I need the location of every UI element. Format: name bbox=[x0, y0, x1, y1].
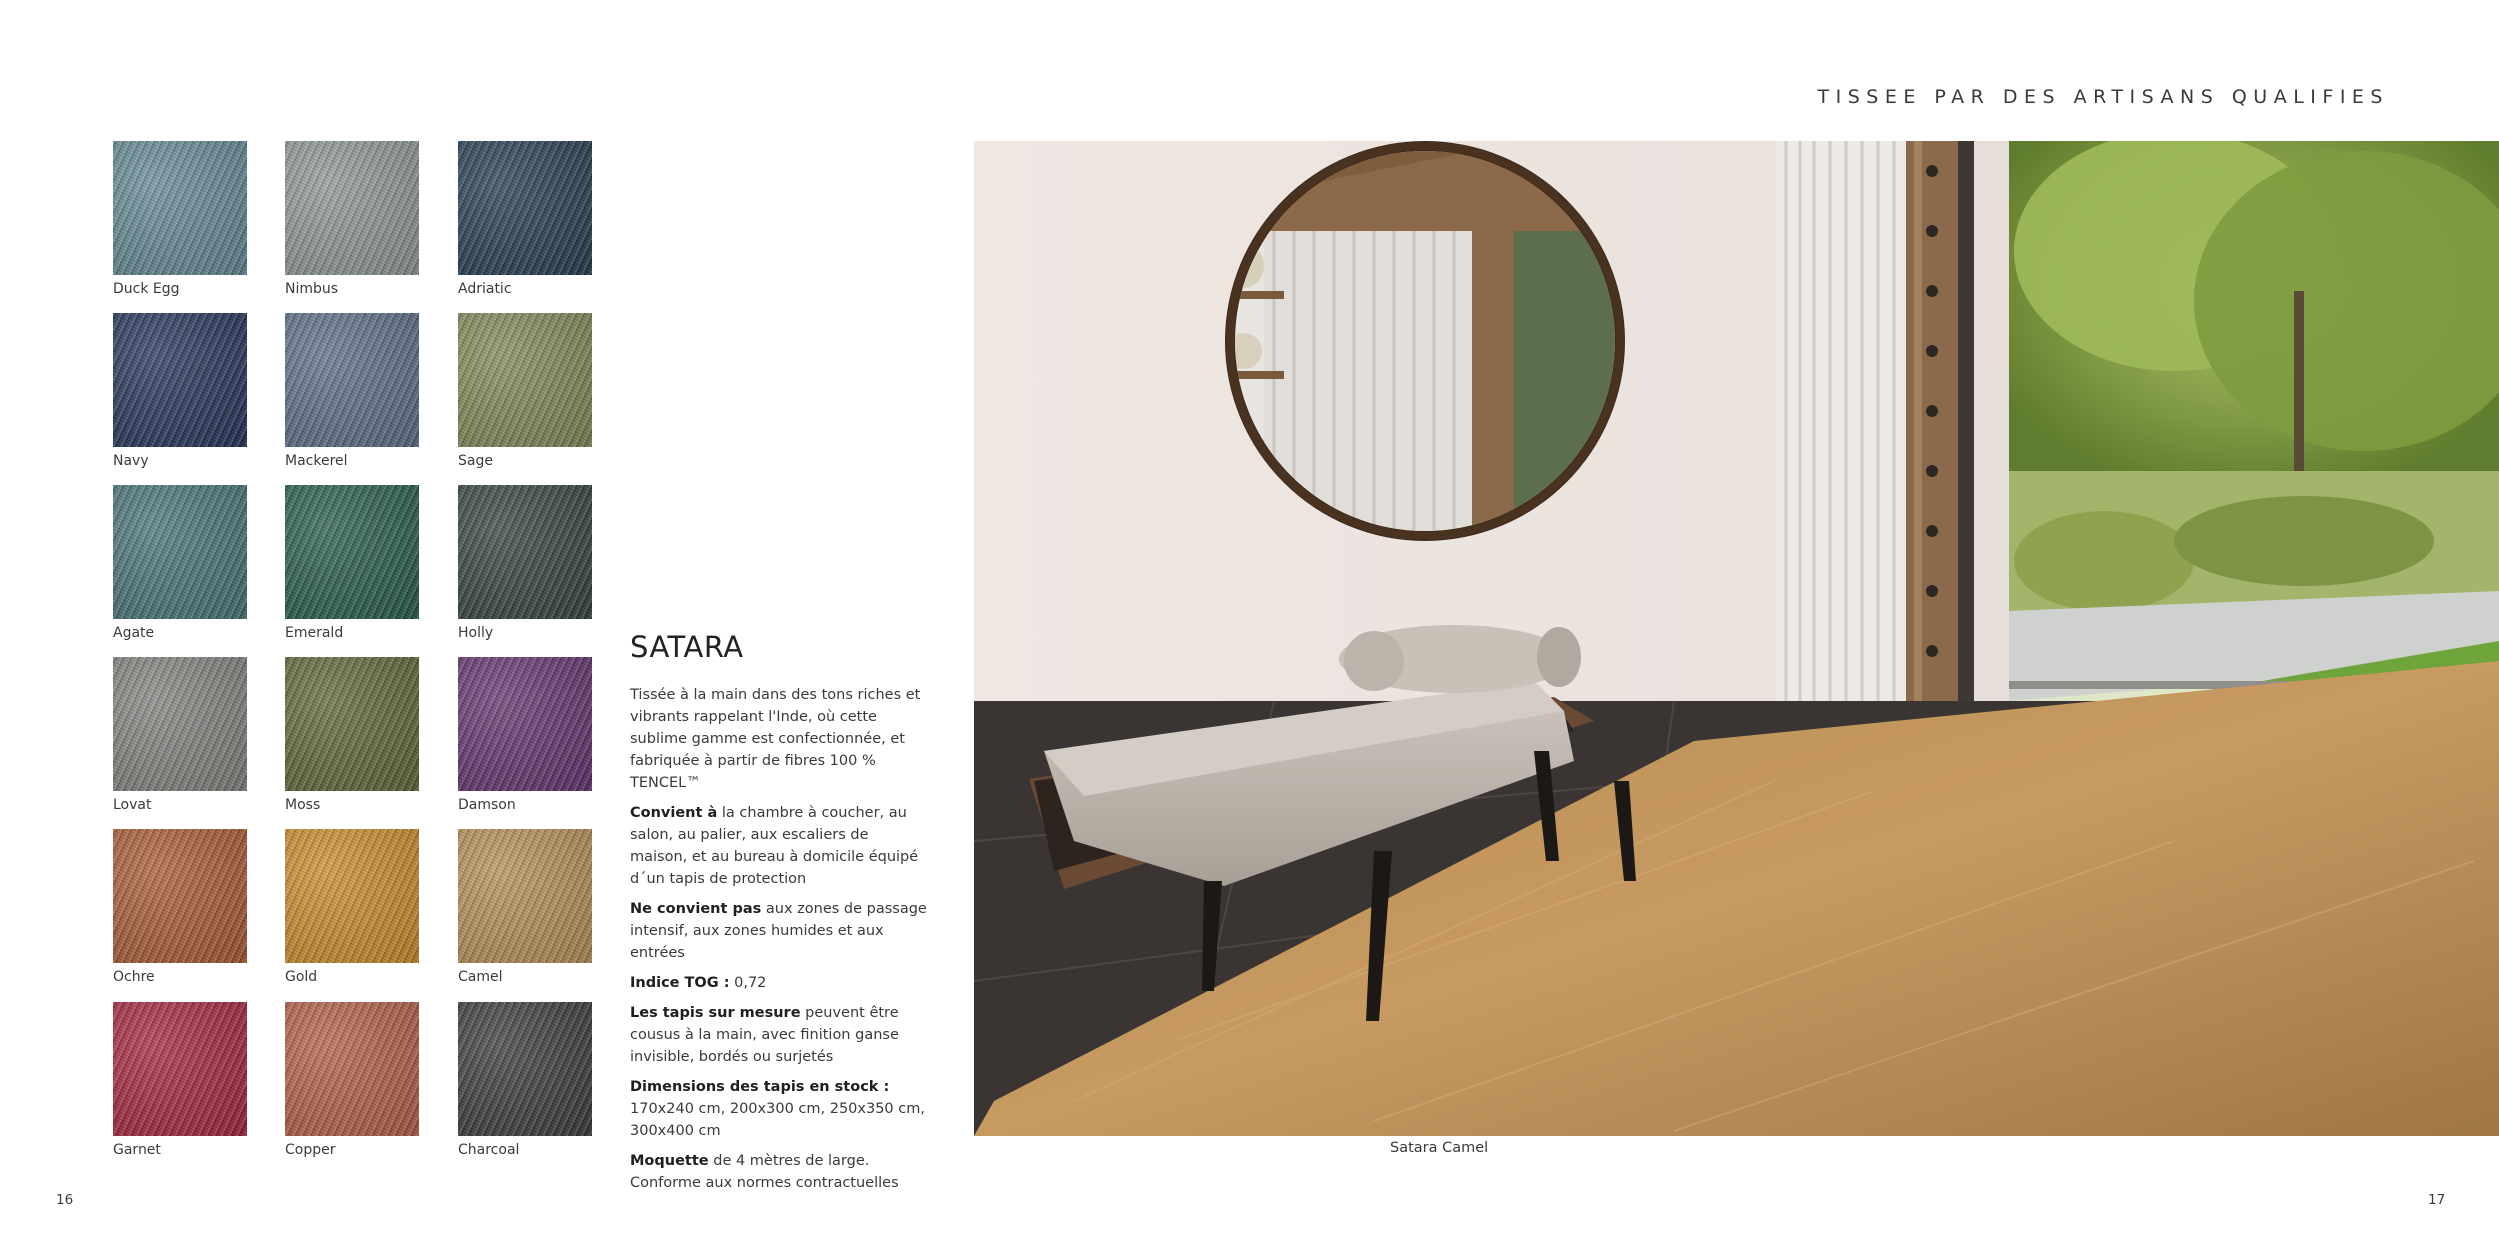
section-header: TISSEE PAR DES ARTISANS QUALIFIES bbox=[1817, 86, 2389, 108]
not-suits-text: aux zones de passage intensif, aux zones humides et aux entrées bbox=[630, 901, 927, 961]
swatch-item bbox=[113, 141, 247, 297]
tog-paragraph bbox=[630, 972, 930, 994]
swatch-item bbox=[285, 657, 419, 813]
sizes-label: Dimensions des tapis en stock : bbox=[630, 1079, 890, 1095]
page-number-left: 16 bbox=[56, 1192, 74, 1208]
not-suits-paragraph bbox=[630, 898, 930, 964]
swatch-item bbox=[458, 829, 592, 985]
swatch-item bbox=[285, 141, 419, 297]
carpet-paragraph bbox=[630, 1150, 930, 1194]
swatch-name: Moss bbox=[285, 797, 321, 813]
swatch-name: Mackerel bbox=[285, 453, 348, 469]
not-suits-label: Ne convient pas bbox=[630, 901, 762, 917]
swatch-item bbox=[113, 657, 247, 813]
product-description bbox=[630, 630, 930, 1202]
swatch-tile bbox=[113, 657, 247, 791]
swatch-item bbox=[113, 1002, 247, 1158]
tog-value: 0,72 bbox=[729, 975, 767, 991]
custom-label: Les tapis sur mesure bbox=[630, 1005, 801, 1021]
swatch-name: Gold bbox=[285, 969, 318, 985]
swatch-name: Holly bbox=[458, 625, 494, 641]
swatch-item bbox=[113, 829, 247, 985]
suits-paragraph bbox=[630, 802, 930, 890]
swatch-tile bbox=[458, 313, 592, 447]
swatch-name: Navy bbox=[113, 453, 149, 469]
photo-caption: Satara Camel bbox=[1390, 1140, 1489, 1156]
swatch-item bbox=[458, 313, 592, 469]
swatch-name: Ochre bbox=[113, 969, 155, 985]
swatch-name: Damson bbox=[458, 797, 516, 813]
swatch-item bbox=[458, 141, 592, 297]
swatch-item bbox=[285, 829, 419, 985]
swatch-name: Copper bbox=[285, 1142, 336, 1158]
swatch-tile bbox=[285, 657, 419, 791]
suits-label: Convient à bbox=[630, 805, 718, 821]
swatch-name: Lovat bbox=[113, 797, 152, 813]
swatch-tile bbox=[113, 1002, 247, 1136]
sizes-text: 170x240 cm, 200x300 cm, 250x350 cm, 300x400 cm bbox=[630, 1101, 925, 1139]
swatch-name: Sage bbox=[458, 453, 493, 469]
swatch-tile bbox=[285, 313, 419, 447]
swatch-tile bbox=[458, 485, 592, 619]
suits-text: la chambre à coucher, au salon, au palier, aux escaliers de maison, et au bureau à domicile équipé d´un tapis de protection bbox=[630, 805, 919, 887]
swatch-tile bbox=[285, 829, 419, 963]
sizes-paragraph bbox=[630, 1076, 930, 1142]
swatch-name: Emerald bbox=[285, 625, 344, 641]
swatch-item bbox=[458, 1002, 592, 1158]
swatch-tile bbox=[458, 657, 592, 791]
swatch-item bbox=[285, 313, 419, 469]
swatch-name: Camel bbox=[458, 969, 503, 985]
product-title: SATARA bbox=[630, 630, 744, 664]
swatch-item bbox=[285, 1002, 419, 1158]
swatch-tile bbox=[285, 1002, 419, 1136]
swatch-tile bbox=[458, 141, 592, 275]
room-photo bbox=[974, 141, 2499, 1136]
swatch-item bbox=[458, 485, 592, 641]
custom-text: peuvent être cousus à la main, avec finition ganse invisible, bordés ou surjetés bbox=[630, 1005, 899, 1065]
carpet-text: de 4 mètres de large. Conforme aux normes contractuelles bbox=[630, 1153, 899, 1191]
swatch-name: Garnet bbox=[113, 1142, 161, 1158]
swatch-tile bbox=[113, 141, 247, 275]
swatch-item bbox=[113, 485, 247, 641]
swatch-name: Agate bbox=[113, 625, 155, 641]
swatch-name: Nimbus bbox=[285, 281, 339, 297]
swatch-name: Duck Egg bbox=[113, 281, 180, 297]
swatch-tile bbox=[113, 829, 247, 963]
swatch-item bbox=[285, 485, 419, 641]
swatch-tile bbox=[458, 1002, 592, 1136]
custom-paragraph bbox=[630, 1002, 930, 1068]
swatch-tile bbox=[113, 485, 247, 619]
swatch-tile bbox=[113, 313, 247, 447]
swatch-item bbox=[113, 313, 247, 469]
carpet-label: Moquette bbox=[630, 1153, 709, 1169]
product-intro: Tissée à la main dans des tons riches et vibrants rappelant l'Inde, où cette sublime gamme est confectionnée, et fabriquée à partir de fibres 100 % TENCEL™ bbox=[630, 687, 921, 791]
tog-label: Indice TOG : bbox=[630, 975, 730, 991]
swatch-name: Adriatic bbox=[458, 281, 512, 297]
swatch-tile bbox=[285, 485, 419, 619]
swatch-tile bbox=[285, 141, 419, 275]
swatch-tile bbox=[458, 829, 592, 963]
page-number-right: 17 bbox=[2428, 1192, 2446, 1208]
swatch-item bbox=[458, 657, 592, 813]
swatch-name: Charcoal bbox=[458, 1142, 520, 1158]
room-photo-illustration bbox=[974, 141, 2499, 1136]
